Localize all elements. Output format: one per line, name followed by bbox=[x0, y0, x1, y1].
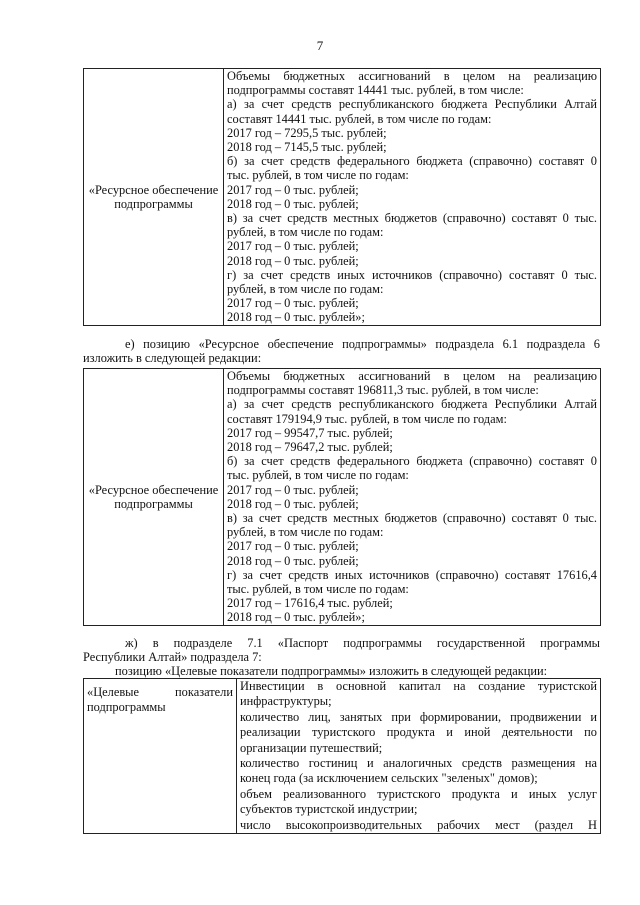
paragraph-line: позицию «Целевые показатели подпрограммы» изложить в следующей редакции: bbox=[115, 664, 548, 678]
content-line: 2017 год – 0 тыс. рублей; bbox=[227, 182, 359, 197]
paragraph-line: ж) в подразделе 7.1 «Паспорт подпрограммы государственной программы bbox=[125, 636, 600, 650]
content-line: г) за счет средств иных источников (справочно) составят 17616,4 bbox=[227, 567, 597, 582]
content-line: 2018 год – 0 тыс. рублей; bbox=[227, 553, 359, 568]
content-line: тыс. рублей, в том числе по годам: bbox=[227, 168, 409, 183]
indicators-table bbox=[83, 678, 601, 834]
content-line: тыс. рублей, в том числе по годам: bbox=[227, 468, 409, 483]
content-line: 2018 год – 0 тыс. рублей»; bbox=[227, 310, 365, 325]
content-line: Инвестиции в основной капитал на создание туристской bbox=[240, 679, 597, 693]
content-line: 2017 год – 7295,5 тыс. рублей; bbox=[227, 125, 387, 140]
content-line: 2018 год – 0 тыс. рублей; bbox=[227, 253, 359, 268]
paragraph-item-e bbox=[83, 337, 600, 365]
content-line: составят 179194,9 тыс. рублей, в том числе по годам: bbox=[227, 411, 507, 426]
content-line: 2017 год – 99547,7 тыс. рублей; bbox=[227, 425, 393, 440]
content-line: рублей, в том числе по годам: bbox=[227, 282, 384, 297]
content-line: рублей, в том числе по годам: bbox=[227, 525, 384, 540]
page-number: 7 bbox=[316, 38, 324, 53]
paragraph-target-indicators bbox=[115, 664, 600, 678]
content-line: б) за счет средств федерального бюджета (справочно) составят 0 bbox=[227, 154, 597, 169]
row-content bbox=[224, 369, 601, 626]
content-line: количество лиц, занятых при формировании, продвижении и bbox=[240, 709, 597, 724]
paragraph-line: изложить в следующей редакции: bbox=[83, 351, 262, 366]
content-line: число высокопроизводительных рабочих мест (раздел Н bbox=[240, 817, 597, 832]
content-line: а) за счет средств республиканского бюджета Республики Алтай bbox=[227, 97, 597, 112]
content-line: 2017 год – 0 тыс. рублей; bbox=[227, 539, 359, 554]
content-line: тыс. рублей, в том числе по годам: bbox=[227, 582, 409, 597]
content-line: организации путешествий; bbox=[240, 740, 383, 755]
content-line: рублей, в том числе по годам: bbox=[227, 225, 384, 240]
paragraph-item-zh bbox=[83, 636, 600, 664]
resource-table-1 bbox=[83, 68, 601, 326]
content-line: б) за счет средств федерального бюджета (справочно) составят 0 bbox=[227, 454, 597, 469]
content-line: 2018 год – 0 тыс. рублей; bbox=[227, 496, 359, 511]
row-content bbox=[237, 679, 601, 834]
paragraph-line: е) позицию «Ресурсное обеспечение подпрограммы» подраздела 6.1 подраздела 6 bbox=[125, 337, 600, 351]
content-line: 2017 год – 0 тыс. рублей; bbox=[227, 296, 359, 311]
content-line: составят 14441 тыс. рублей, в том числе по годам: bbox=[227, 111, 492, 126]
content-line: Объемы бюджетных ассигнований в целом на реализацию bbox=[227, 69, 597, 83]
content-line: в) за счет средств местных бюджетов (справочно) составят 0 тыс. bbox=[227, 211, 597, 226]
content-line: конец года (за исключением сельских "зеленых" домов); bbox=[240, 771, 538, 786]
content-line: 2017 год – 0 тыс. рублей; bbox=[227, 239, 359, 254]
content-line: объем реализованного туристского продукта и иных услуг bbox=[240, 786, 597, 801]
content-line: 2018 год – 79647,2 тыс. рублей; bbox=[227, 440, 393, 455]
content-line: 2018 год – 0 тыс. рублей»; bbox=[227, 610, 365, 625]
label-line: «Целевые показатели bbox=[87, 685, 233, 699]
paragraph-line: Республики Алтай» подраздела 7: bbox=[83, 650, 262, 665]
content-line: 2018 год – 0 тыс. рублей; bbox=[227, 196, 359, 211]
content-line: Объемы бюджетных ассигнований в целом на реализацию bbox=[227, 369, 597, 383]
content-line: а) за счет средств республиканского бюджета Республики Алтай bbox=[227, 397, 597, 412]
content-line: 2017 год – 0 тыс. рублей; bbox=[227, 482, 359, 497]
row-label bbox=[84, 679, 237, 834]
row-label: «Ресурсное обеспечение подпрограммы bbox=[84, 369, 224, 626]
label-line: подпрограммы bbox=[87, 700, 166, 715]
content-line: количество гостиниц и аналогичных средств размещения на bbox=[240, 756, 597, 771]
content-line: подпрограммы составят 196811,3 тыс. рублей, в том числе: bbox=[227, 383, 539, 398]
resource-table-2 bbox=[83, 368, 601, 626]
content-line: субъектов туристской индустрии; bbox=[240, 802, 418, 817]
row-label: «Ресурсное обеспечение подпрограммы bbox=[84, 69, 224, 326]
row-content bbox=[224, 69, 601, 326]
content-line: в) за счет средств местных бюджетов (справочно) составят 0 тыс. bbox=[227, 511, 597, 526]
content-line: инфраструктуры; bbox=[240, 694, 332, 709]
content-line: г) за счет средств иных источников (справочно) составят 0 тыс. bbox=[227, 267, 597, 282]
content-line: реализации туристского продукта и иной деятельности по bbox=[240, 725, 597, 740]
content-line: 2018 год – 7145,5 тыс. рублей; bbox=[227, 140, 387, 155]
content-line: подпрограммы составят 14441 тыс. рублей, в том числе: bbox=[227, 83, 524, 98]
content-line: 2017 год – 17616,4 тыс. рублей; bbox=[227, 596, 393, 611]
